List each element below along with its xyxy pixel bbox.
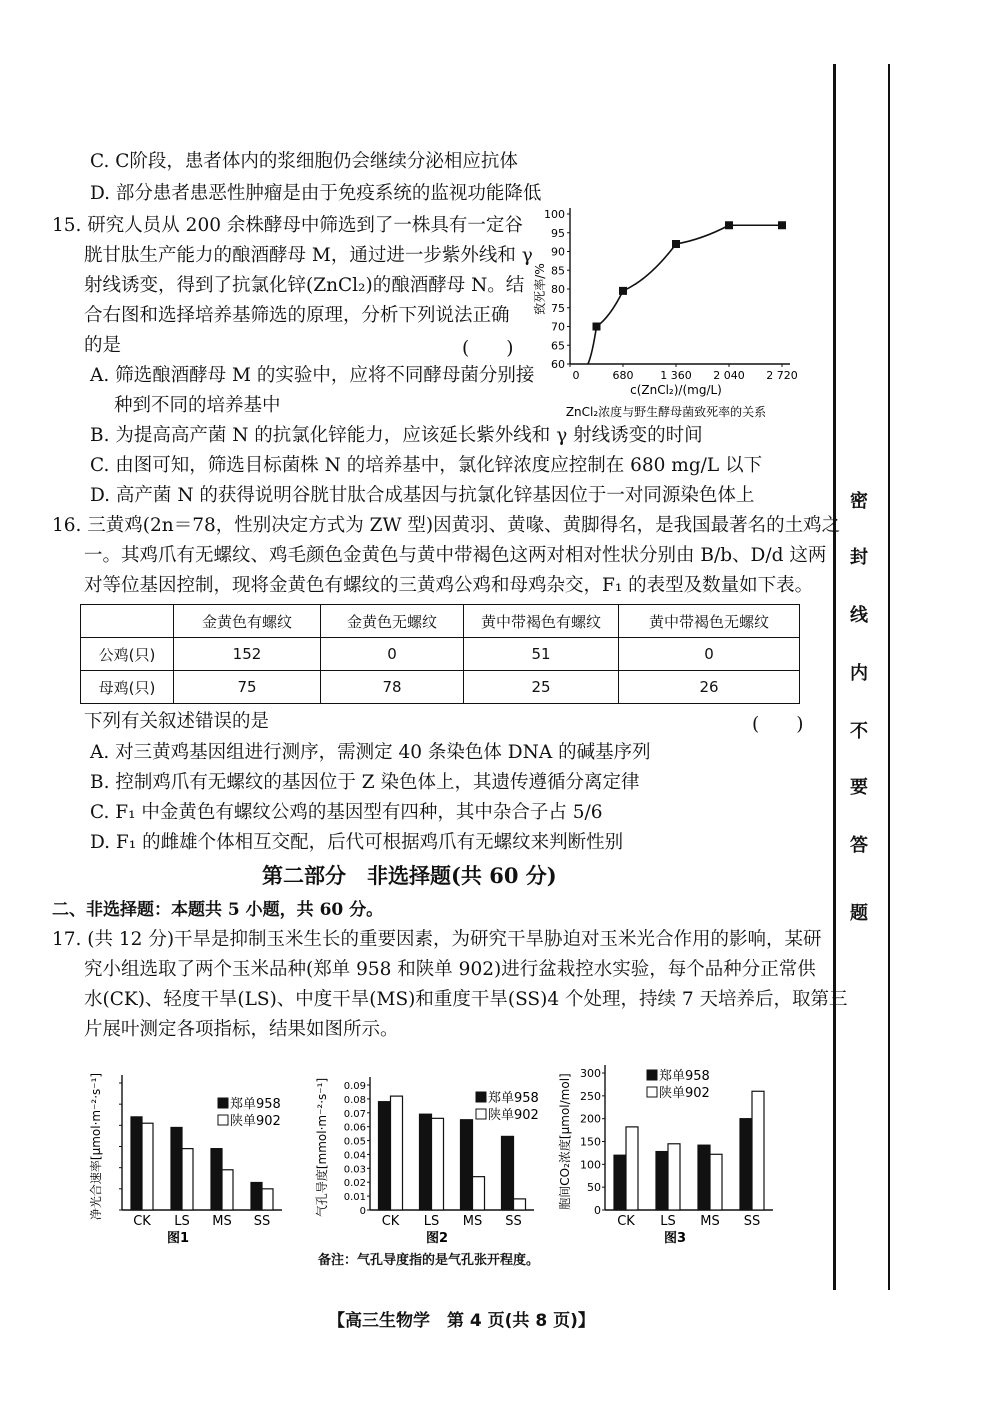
- y-tick-label: 200: [580, 1112, 601, 1126]
- q16-option-c: C. F₁ 中金黄色有螺纹公鸡的基因型有四种，其中杂合子占 5/6: [90, 802, 603, 823]
- y-tick-label: 0.07: [343, 1108, 366, 1120]
- bar-zhengdan958: [131, 1117, 142, 1210]
- q16-answer-paren: ( ): [752, 714, 804, 735]
- figure1-net-photosynthesis-chart: [88, 1055, 298, 1250]
- zncl2-lethality-chart: [530, 196, 820, 426]
- q16-option-b: B. 控制鸡爪有无螺纹的基因位于 Z 染色体上，其遗传遵循分离定律: [90, 772, 640, 793]
- data-point: [725, 221, 733, 229]
- seal-char: 封: [850, 547, 868, 568]
- seal-char: 要: [850, 777, 868, 798]
- y-tick-label: 0: [594, 1204, 601, 1217]
- y-tick-label: 0: [359, 1206, 366, 1217]
- legend-swatch: [647, 1087, 657, 1097]
- bar-shaandan902: [222, 1170, 233, 1210]
- y-tick-label: 0.04: [343, 1150, 366, 1162]
- y-tick-label: 60: [551, 358, 565, 371]
- table-cell: 51: [464, 638, 619, 671]
- table-header-cell: 黄中带褐色有螺纹: [464, 605, 619, 638]
- x-axis-label: c(ZnCl₂)/(mg/L): [630, 383, 722, 397]
- bar-shaandan902: [142, 1123, 153, 1210]
- figure2-stomatal-conductance-chart: [312, 1055, 542, 1250]
- seal-char: 题: [850, 903, 868, 924]
- x-tick-label: MS: [700, 1214, 720, 1229]
- y-axis-label: 胞间CO₂浓度[μmol/mol]: [558, 1073, 572, 1210]
- legend-label: 陕单902: [230, 1114, 281, 1129]
- q14-option-c: C. C阶段，患者体内的浆细胞仍会继续分泌相应抗体: [90, 151, 518, 172]
- q15-option-b: B. 为提高高产菌 N 的抗氯化锌能力，应该延长紫外线和 γ 射线诱变的时间: [90, 425, 703, 446]
- table-cell: 0: [619, 638, 800, 671]
- x-tick-label: CK: [381, 1214, 400, 1229]
- x-tick-label: 2 720: [766, 369, 798, 382]
- bar-shaandan902: [262, 1189, 273, 1210]
- seal-char: 内: [850, 663, 868, 684]
- bar-zhengdan958: [740, 1119, 752, 1210]
- bar-zhengdan958: [171, 1127, 182, 1210]
- bar-shaandan902: [626, 1127, 638, 1210]
- legend-label: 陕单902: [659, 1086, 710, 1101]
- seal-char: 不: [850, 721, 868, 742]
- y-tick-label: 0.08: [343, 1094, 366, 1106]
- q15-option-c: C. 由图可知，筛选目标菌株 N 的培养基中，氯化锌浓度应控制在 680 mg/L 以下: [90, 455, 763, 476]
- x-tick-label: CK: [617, 1214, 635, 1229]
- y-tick-label: 70: [551, 320, 565, 334]
- bar-zhengdan958: [698, 1145, 710, 1210]
- y-tick-label: 65: [551, 339, 565, 353]
- table-cell: 0: [321, 638, 464, 671]
- figure-caption: 图3: [663, 1231, 687, 1246]
- table-cell: 152: [174, 638, 321, 671]
- bar-zhengdan958: [461, 1120, 473, 1210]
- bar-zhengdan958: [420, 1114, 432, 1210]
- bar-zhengdan958: [614, 1155, 626, 1210]
- q17-stem-line3: 水(CK)、轻度干旱(LS)、中度干旱(MS)和重度干旱(SS)4 个处理，持续 7 天培养后，取第三: [84, 989, 848, 1010]
- bar-zhengdan958: [379, 1102, 391, 1210]
- bar-shaandan902: [473, 1177, 485, 1210]
- x-tick-label: CK: [133, 1214, 151, 1229]
- q16-option-d: D. F₁ 的雌雄个体相互交配，后代可根据鸡爪有无螺纹来判断性别: [90, 832, 624, 853]
- table-cell: 25: [464, 671, 619, 704]
- bar-shaandan902: [752, 1091, 764, 1210]
- data-point: [778, 221, 786, 229]
- x-tick-label: MS: [212, 1214, 232, 1229]
- q17-stem-line2: 究小组选取了两个玉米品种(郑单 958 和陕单 902)进行盆栽控水实验，每个品种分正常供: [84, 959, 816, 980]
- legend-swatch: [647, 1070, 657, 1080]
- y-tick-label: 300: [580, 1067, 601, 1080]
- table-header-cell: [81, 605, 174, 638]
- q16-stem-line3: 对等位基因控制，现将金黄色有螺纹的三黄鸡公鸡和母鸡杂交，F₁ 的表型及数量如下表。: [84, 575, 814, 596]
- q17-stem-line1: 17. (共 12 分)干旱是抑制玉米生长的重要因素，为研究干旱胁迫对玉米光合作用的影响，某研: [52, 929, 822, 950]
- q15-option-d: D. 高产菌 N 的获得说明谷胱甘肽合成基因与抗氯化锌基因位于一对同源染色体上: [90, 485, 755, 506]
- q15-option-a-line1: A. 筛选酿酒酵母 M 的实验中，应将不同酵母菌分别接: [90, 365, 535, 386]
- q16-option-a: A. 对三黄鸡基因组进行测序，需测定 40 条染色体 DNA 的碱基序列: [90, 742, 651, 763]
- x-tick-label: 2 040: [713, 369, 745, 382]
- legend-swatch: [476, 1092, 486, 1102]
- seal-char: 密: [850, 491, 868, 512]
- legend-swatch: [476, 1109, 486, 1119]
- x-tick-label: LS: [423, 1214, 440, 1229]
- y-tick-label: 250: [580, 1089, 601, 1103]
- y-axis-label: 净光合速率[μmol·m⁻²·s⁻¹]: [89, 1072, 103, 1221]
- f1-phenotype-table: [80, 604, 800, 704]
- lethality-curve: [588, 225, 782, 364]
- y-tick-label: 85: [551, 264, 565, 278]
- data-point: [593, 323, 601, 331]
- y-tick-label: 150: [580, 1135, 601, 1149]
- q16-stem-line2: 一。其鸡爪有无螺纹、鸡毛颜色金黄色与黄中带褐色这两对相对性状分别由 B/b、D/d 这两: [84, 545, 827, 566]
- y-tick-label: 0.06: [343, 1122, 366, 1134]
- bar-zhengdan958: [502, 1136, 514, 1210]
- q16-stem-line1: 16. 三黄鸡(2n＝78，性别决定方式为 ZW 型)因黄羽、黄喙、黄脚得名，是我国最著名的土鸡之: [52, 515, 841, 536]
- q16-question-stem: 下列有关叙述错误的是: [84, 711, 270, 732]
- table-header-cell: 金黄色有螺纹: [174, 605, 321, 638]
- y-tick-label: 50: [587, 1181, 601, 1195]
- x-tick-label: LS: [174, 1214, 190, 1229]
- y-tick-label: 0.09: [343, 1081, 366, 1092]
- y-tick-label: 100: [580, 1158, 601, 1172]
- binding-margin-line-inner: [888, 64, 890, 1290]
- table-row-label: 公鸡(只): [81, 638, 174, 671]
- x-tick-label: MS: [462, 1214, 483, 1229]
- q15-stem-line5: 的是: [84, 335, 122, 356]
- y-tick-label: 75: [551, 301, 565, 315]
- part2-title: 第二部分 非选择题(共 60 分): [262, 863, 557, 888]
- y-axis-label: 气孔导度[mmol·m⁻²·s⁻¹]: [315, 1077, 329, 1218]
- bar-shaandan902: [182, 1149, 193, 1210]
- y-tick-label: 0.05: [343, 1136, 366, 1148]
- q17-stem-line4: 片展叶测定各项指标，结果如图所示。: [84, 1019, 399, 1040]
- q17-note: 备注：气孔导度指的是气孔张开程度。: [318, 1253, 540, 1268]
- y-tick-label: 0.01: [343, 1192, 366, 1204]
- table-cell: 75: [174, 671, 321, 704]
- x-tick-label: SS: [743, 1214, 761, 1229]
- x-tick-label: LS: [660, 1214, 676, 1229]
- seal-char: 答: [850, 835, 868, 856]
- figure-caption: 图1: [166, 1231, 190, 1246]
- table-row: [81, 671, 800, 704]
- table-cell: 78: [321, 671, 464, 704]
- bar-shaandan902: [668, 1144, 680, 1210]
- legend-label: 郑单958: [488, 1091, 539, 1106]
- y-axis-label: 致死率/%: [533, 263, 547, 315]
- bar-shaandan902: [391, 1096, 403, 1210]
- q15-stem-line1: 15. 研究人员从 200 余株酵母中筛选到了一株具有一定谷: [52, 215, 523, 236]
- bar-zhengdan958: [251, 1182, 262, 1210]
- x-tick-label: 680: [612, 369, 634, 382]
- chart-caption: ZnCl₂浓度与野生酵母菌致死率的关系: [565, 405, 767, 419]
- q14-option-d: D. 部分患者患恶性肿瘤是由于免疫系统的监视功能降低: [90, 183, 542, 204]
- seal-char: 线: [850, 605, 868, 626]
- q15-answer-paren: ( ): [462, 338, 514, 359]
- y-tick-label: 90: [551, 245, 565, 259]
- q15-option-a-line2: 种到不同的培养基中: [114, 395, 281, 416]
- table-header-row: [81, 605, 800, 638]
- table-row-label: 母鸡(只): [81, 671, 174, 704]
- table-header-cell: 黄中带褐色无螺纹: [619, 605, 800, 638]
- bar-zhengdan958: [656, 1152, 668, 1210]
- legend-swatch: [218, 1098, 228, 1108]
- bar-zhengdan958: [211, 1149, 222, 1210]
- bar-shaandan902: [514, 1199, 526, 1210]
- figure-caption: 图2: [425, 1231, 449, 1246]
- y-tick-label: 0.02: [343, 1178, 366, 1190]
- bar-shaandan902: [710, 1154, 722, 1210]
- table-row: [81, 638, 800, 671]
- q15-stem-line3: 射线诱变，得到了抗氯化锌(ZnCl₂)的酿酒酵母 N。结: [84, 275, 525, 296]
- legend-label: 郑单958: [230, 1097, 281, 1112]
- data-point: [672, 240, 680, 248]
- data-point: [619, 287, 627, 295]
- page-footer: 【高三生物学 第 4 页(共 8 页)】: [328, 1311, 595, 1331]
- x-tick-label: SS: [505, 1214, 522, 1229]
- x-tick-label: SS: [253, 1214, 271, 1229]
- table-header-cell: 金黄色无螺纹: [321, 605, 464, 638]
- bar-shaandan902: [432, 1118, 444, 1210]
- y-tick-label: 95: [551, 226, 565, 240]
- q15-stem-line2: 胱甘肽生产能力的酿酒酵母 M，通过进一步紫外线和 γ: [84, 245, 533, 266]
- y-tick-label: 80: [551, 283, 565, 296]
- x-tick-label: 1 360: [660, 369, 692, 382]
- x-tick-label: 0: [572, 369, 580, 382]
- table-cell: 26: [619, 671, 800, 704]
- legend-label: 陕单902: [488, 1108, 539, 1123]
- legend-label: 郑单958: [659, 1069, 710, 1084]
- y-tick-label: 100: [544, 208, 565, 221]
- legend-swatch: [218, 1115, 228, 1125]
- part2-section-heading: 二、非选择题：本题共 5 小题，共 60 分。: [52, 900, 384, 920]
- figure3-intercellular-co2-chart: [555, 1055, 795, 1250]
- y-tick-label: 0.03: [343, 1164, 366, 1176]
- binding-margin-line: [833, 64, 836, 1290]
- q15-stem-line4: 合右图和选择培养基筛选的原理，分析下列说法正确: [84, 305, 510, 326]
